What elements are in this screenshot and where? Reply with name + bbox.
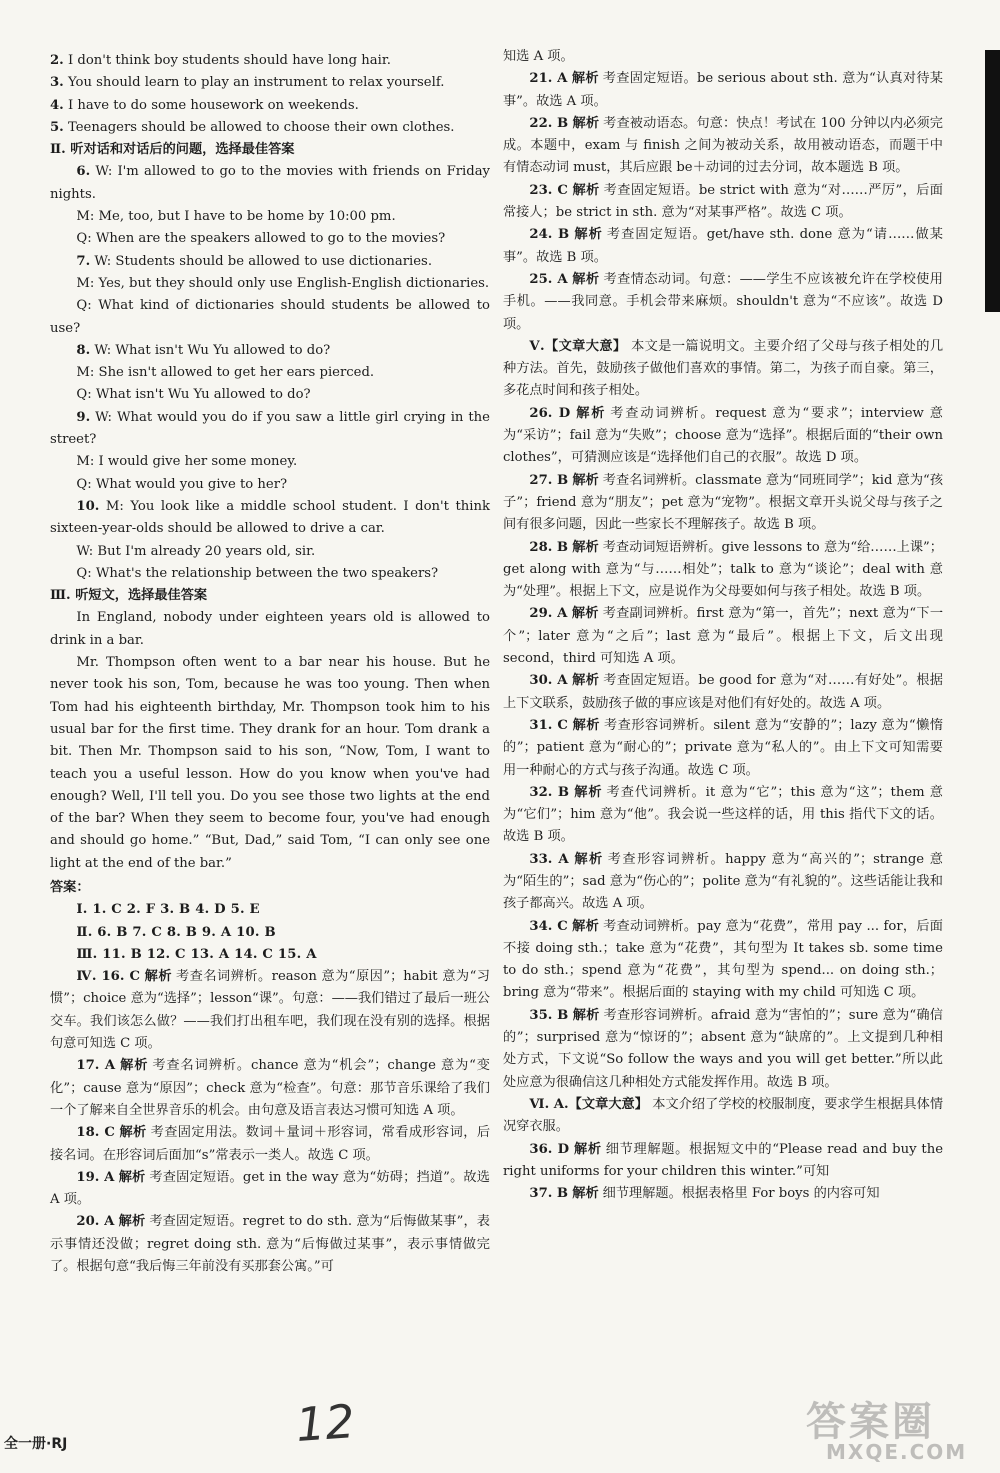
item-number: 5. [50, 119, 64, 135]
analysis-label: 解析 [119, 1125, 147, 1141]
analysis-label: 解析 [118, 1214, 146, 1230]
left-paragraph [50, 922, 490, 944]
item-number: 4. [50, 97, 64, 113]
item-number: 37. B [529, 1186, 569, 1202]
right-paragraph [503, 180, 943, 225]
paragraph-text: Mr. Thompson often went to a bar near his house. But he never took his son, Tom, because he was too young. Then when Tom had his eighteenth birthday, Mr. Thompson took him to his usual bar for the first time. They drank for an hour. Tom drank a bit. Then Mr. Thompson said to his son, “Now, Tom, I want to teach you a useful lesson. How do you know when you've had enough? Well, I'll tell you. Do you see those two lights at the end of the bar? When they seem to become four, you've had enough and should go home.” “But, Dad,” said Tom, “I can only see one light at the end of the bar.” [50, 655, 490, 871]
handwritten-page-number: 12 [294, 1394, 357, 1452]
right-paragraph [503, 336, 943, 403]
paragraph-text: 考查固定短语。be serious about sth. 意为“认真对待某事”。故选 A 项。 [503, 71, 943, 109]
left-paragraph [50, 206, 490, 228]
analysis-label: 解析 [572, 539, 599, 555]
paragraph-text: M: Me, too, but I have to be home by 10:00 pm. [76, 209, 396, 225]
right-column [503, 46, 943, 1205]
item-number: Ⅳ. 16. C [76, 969, 140, 985]
item-number: 36. D [529, 1141, 570, 1157]
paragraph-text: 考查代词辨析。it 意为“它”；this 意为“这”；them 意为“它们”；him 意为“他”。我会说一些这样的话，用 this 指代下文的话。故选 B 项。 [503, 784, 943, 845]
paragraph-text: 本文是一篇说明文。主要介绍了父母与孩子相处的几种方法。首先，鼓励孩子做他们喜欢的事情。第二，为孩子而自豪。第三，多花点时间和孩子相处。 [503, 338, 944, 399]
paragraph-text: You should learn to play an instrument to relax yourself. [67, 75, 445, 91]
right-paragraph [503, 782, 943, 849]
item-number: 35. B [529, 1007, 569, 1023]
item-number: 7. [76, 253, 91, 269]
left-paragraph [50, 1055, 490, 1122]
right-paragraph [503, 224, 943, 269]
item-number: 34. C [529, 918, 568, 934]
paragraph-text: M: You look like a middle school student. I don't think sixteen-year-olds should be allowed to drive a car. [50, 498, 490, 537]
item-number: 27. B [529, 472, 569, 488]
item-number: 30. A [529, 673, 568, 689]
left-column [50, 50, 490, 1278]
left-paragraph [50, 139, 490, 161]
paragraph-text: 考查固定短语。get/have sth. done 意为“请……做某事”。故选 B 项。 [503, 227, 943, 265]
left-paragraph [50, 474, 490, 496]
paragraph-text: M: She isn't allowed to get her ears pierced. [76, 365, 375, 381]
item-number: 22. B [529, 115, 569, 131]
analysis-label: 解析 [118, 1169, 146, 1185]
analysis-label: 解析 [120, 1058, 149, 1074]
right-paragraph [503, 113, 943, 180]
item-number: 8. [76, 342, 91, 358]
analysis-label: 解析 [572, 182, 600, 198]
paragraph-text: Ⅱ. 听对话和对话后的问题，选择最佳答案 [50, 142, 295, 158]
right-paragraph [503, 1094, 943, 1139]
analysis-label: 解析 [571, 71, 599, 87]
left-paragraph [50, 563, 490, 585]
analysis-label: 解析 [572, 115, 600, 131]
left-paragraph [50, 362, 490, 384]
analysis-label: 解析 [572, 1007, 600, 1023]
analysis-label: 解析 [572, 673, 600, 689]
paragraph-text: I have to do some housework on weekends. [67, 97, 359, 113]
left-paragraph [50, 966, 490, 1055]
paragraph-text: 细节理解题。根据短文中的“Please read and buy the right uniforms for your children this winter.”可知 [503, 1141, 944, 1179]
item-number: 23. C [529, 182, 568, 198]
paragraph-text: Ⅲ. 听短文，选择最佳答案 [50, 588, 208, 604]
left-paragraph [50, 899, 490, 921]
paragraph-text: 考查固定短语。be good for 意为“对……有好处”。根据上下文联系，鼓励孩子做的事应该是对他们有好处的。故选 A 项。 [503, 673, 943, 711]
item-number: 18. C [76, 1125, 115, 1141]
analysis-label: 解析 [144, 969, 172, 985]
item-number: 33. A [529, 851, 569, 867]
analysis-label: 解析 [572, 271, 600, 287]
paragraph-text: 考查副词辨析。first 意为“第一，首先”；next 意为“下一个”；later 意为“之后”；last 意为“最后”。根据上下文，后文出现 second，third 可知选 A 项。 [503, 606, 944, 667]
left-paragraph [50, 1211, 490, 1278]
left-paragraph [50, 228, 490, 250]
left-paragraph [50, 407, 490, 452]
paragraph-text: 考查形容词辨析。happy 意为“高兴的”；strange 意为“陌生的”；sad 意为“伤心的”；polite 意为“有礼貌的”。这些话能让我和孩子都高兴。故选 A 项。 [503, 851, 943, 912]
right-paragraph [503, 715, 943, 782]
analysis-label: 解析 [574, 851, 604, 867]
paragraph-text: W: What isn't Wu Yu allowed to do? [94, 342, 331, 358]
left-paragraph [50, 541, 490, 563]
item-number: 31. C [529, 717, 568, 733]
right-paragraph [503, 403, 943, 470]
right-paragraph [503, 1139, 943, 1184]
edition-label: 全一册·RJ [4, 1436, 68, 1452]
paragraph-text: In England, nobody under eighteen years old is allowed to drink in a bar. [50, 610, 490, 648]
paragraph-text: 考查动词辨析。request 意为“要求”；interview 意为“采访”；fail 意为“失败”；choose 意为“选择”。根据后面的“their own clothes”，可猜测应该是“选择他们自己的衣服”。故选 D 项。 [503, 405, 943, 466]
item-number: 24. B [529, 227, 570, 243]
item-number: 17. A [76, 1058, 116, 1074]
left-paragraph [50, 340, 490, 362]
paragraph-text: 考查名词辨析。reason 意为“原因”；habit 意为“习惯”；choice 意为“选择”；lesson“课”。句意：——我们错过了最后一班公交车。我们该怎么做？——我们打出租车吧，我们现在没有别的选择。根据句意可知选 C 项。 [50, 969, 490, 1052]
paragraph-text: Q: What kind of dictionaries should students be allowed to use? [50, 298, 490, 336]
item-number: 2. [50, 53, 64, 68]
item-number: Ⅵ. A.【文章大意】 [529, 1096, 648, 1112]
left-paragraph [50, 117, 490, 139]
item-number: Ⅴ.【文章大意】 [529, 338, 627, 354]
item-number: 26. D [529, 405, 571, 421]
paragraph-text: 考查形容词辨析。silent 意为“安静的”；lazy 意为“懒惰的”；patient 意为“耐心的”；private 意为“私人的”。由上下文可知需要用一种耐心的方式与孩子沟通。故选 C 项。 [503, 717, 944, 778]
right-paragraph [503, 470, 943, 537]
right-paragraph [503, 68, 943, 113]
analysis-label: 解析 [572, 717, 600, 733]
analysis-label: 解析 [573, 1141, 602, 1157]
paragraph-text: 本文介绍了学校的校服制度，要求学生根据具体情况穿衣服。 [503, 1096, 944, 1135]
analysis-label: 解析 [574, 227, 603, 243]
item-number: 25. A [529, 271, 568, 287]
left-paragraph [50, 496, 490, 541]
analysis-label: 解析 [574, 784, 603, 800]
left-paragraph [50, 652, 490, 875]
paragraph-text: 考查形容词辨析。afraid 意为“害怕的”；sure 意为“确信的”；surprised 意为“惊讶的”；absent 意为“缺席的”。上文提到几种相处方式，下文说“So follow the ways and you will get better.”所以此处应意为很确信这几种相处方式能发挥作用。故选 B 项。 [503, 1007, 943, 1090]
paragraph-text: W: But I'm already 20 years old, sir. [76, 543, 316, 559]
paragraph-text: W: What would you do if you saw a little girl crying in the street? [50, 409, 490, 448]
item-number: 21. A [529, 71, 568, 87]
item-number: 6. [76, 164, 91, 180]
paragraph-text: W: Students should be allowed to use dictionaries. [94, 253, 433, 269]
paragraph-text: Q: What would you give to her? [76, 476, 288, 492]
paragraph-text: Ⅲ. 11. B 12. C 13. A 14. C 15. A [76, 946, 317, 962]
paragraph-text: M: Yes, but they should only use English-English dictionaries. [76, 275, 490, 291]
left-paragraph [50, 944, 490, 966]
left-paragraph [50, 273, 490, 295]
left-paragraph [50, 50, 490, 72]
left-paragraph [50, 161, 490, 206]
left-paragraph [50, 1122, 490, 1167]
paragraph-text: 考查固定用法。数词＋量词＋形容词，常看成形容词，后接名词。在形容词后面加“s”常表示一类人。故选 C 项。 [50, 1125, 491, 1163]
paragraph-text: Q: When are the speakers allowed to go to the movies? [76, 231, 446, 247]
paragraph-text: 考查固定短语。regret to do sth. 意为“后悔做某事”，表示事情还没做；regret doing sth. 意为“后悔做过某事”，表示事情做完了。根据句意“我后悔三年前没有买那套公寓。”可 [50, 1214, 490, 1275]
item-number: 29. A [529, 606, 568, 622]
left-paragraph [50, 451, 490, 473]
analysis-label: 解析 [572, 1186, 599, 1202]
left-paragraph [50, 1167, 490, 1212]
paragraph-text: 知选 A 项。 [503, 49, 574, 64]
paragraph-text: 考查固定短语。be strict with 意为“对……严厉”，后面常接人；be strict in sth. 意为“对某事严格”。故选 C 项。 [503, 182, 943, 221]
paragraph-text: 考查动词辨析。pay 意为“花费”，常用 pay ... for，后面不接 doing sth.；take 意为“花费”，其句型为 It takes sb. some time to do sth.；spend 意为“花费”，其句型为 spend... on doing sth.；bring 意为“带来”。根据后面的 staying with my child 可知选 C 项。 [503, 918, 943, 1001]
analysis-label: 解析 [571, 606, 599, 622]
paragraph-text: Ⅰ. 1. C 2. F 3. B 4. D 5. E [76, 902, 260, 918]
left-paragraph [50, 95, 490, 117]
right-paragraph [503, 916, 943, 1005]
right-paragraph [503, 1183, 943, 1205]
left-paragraph [50, 384, 490, 406]
right-paragraph [503, 1005, 943, 1094]
item-number: 32. B [529, 784, 570, 800]
right-paragraph [503, 670, 943, 715]
paragraph-text: 考查名词辨析。chance 意为“机会”；change 意为“变化”；cause 意为“原因”；check 意为“检查”。句意：那节音乐课给了我们一个了解来自全世界音乐的机会。由句意及语言表达习惯可知选 A 项。 [50, 1058, 490, 1118]
analysis-label: 解析 [572, 472, 599, 488]
paragraph-text: 考查动词短语辨析。give lessons to 意为“给……上课”；get along with 意为“与……相处”；talk to 意为“谈论”；deal with 意为“处理”。根据上下文，应是说作为父母要如何与孩子相处。故选 B 项。 [503, 539, 943, 600]
left-paragraph [50, 295, 490, 340]
item-number: 9. [76, 409, 91, 425]
paragraph-text: 考查被动语态。句意：快点！考试在 100 分钟以内必须完成。本题中，exam 与 finish 之间为被动关系，故用被动语态，而题干中有情态动词 must，其后应跟 be＋动词的过去分词，故本题选 B 项。 [503, 115, 943, 176]
item-number: 10. [76, 498, 100, 514]
paragraph-text: W: I'm allowed to go to the movies with friends on Friday nights. [50, 164, 491, 202]
analysis-label: 解析 [572, 918, 600, 934]
item-number: 19. A [76, 1169, 115, 1185]
right-paragraph [503, 849, 943, 916]
edge-tab-bar [985, 50, 1000, 312]
left-paragraph [50, 72, 490, 94]
right-paragraph [503, 269, 943, 336]
paragraph-text: 细节理解题。根据表格里 For boys 的内容可知 [602, 1186, 880, 1202]
item-number: 3. [50, 75, 64, 91]
item-number: 20. A [76, 1214, 115, 1230]
right-paragraph [503, 46, 943, 68]
left-paragraph [50, 585, 490, 607]
paragraph-text: Ⅱ. 6. B 7. C 8. B 9. A 10. B [76, 924, 276, 940]
paragraph-text: 考查情态动词。句意：——学生不应该被允许在学校使用手机。——我同意。手机会带来麻烦。shouldn't 意为“不应该”。故选 D 项。 [503, 271, 943, 332]
paragraph-text: M: I would give her some money. [76, 454, 298, 470]
watermark-logo: 答案圈 [806, 1399, 935, 1445]
right-paragraph [503, 603, 943, 670]
left-paragraph [50, 607, 490, 652]
paragraph-text: Q: What's the relationship between the two speakers? [76, 565, 439, 581]
paragraph-text: Teenagers should be allowed to choose their own clothes. [67, 119, 455, 135]
left-paragraph [50, 877, 490, 899]
item-number: 28. B [529, 539, 569, 555]
right-paragraph [503, 537, 943, 604]
paragraph-text: 考查名词辨析。classmate 意为“同班同学”；kid 意为“孩子”；friend 意为“朋友”；pet 意为“宠物”。根据文章开头说父母与孩子之间有很多问题，因此一些家长不理解孩子。故选 B 项。 [503, 472, 944, 533]
paragraph-text: I don't think boy students should have long hair. [67, 53, 391, 68]
left-paragraph [50, 251, 490, 273]
paragraph-text: Q: What isn't Wu Yu allowed to do? [76, 387, 311, 403]
watermark-url: MXQE.COM [826, 1440, 968, 1464]
paragraph-text: 答案： [50, 879, 90, 895]
paragraph-text: 考查固定短语。get in the way 意为“妨碍；挡道”。故选 A 项。 [50, 1169, 490, 1208]
analysis-label: 解析 [576, 405, 607, 421]
